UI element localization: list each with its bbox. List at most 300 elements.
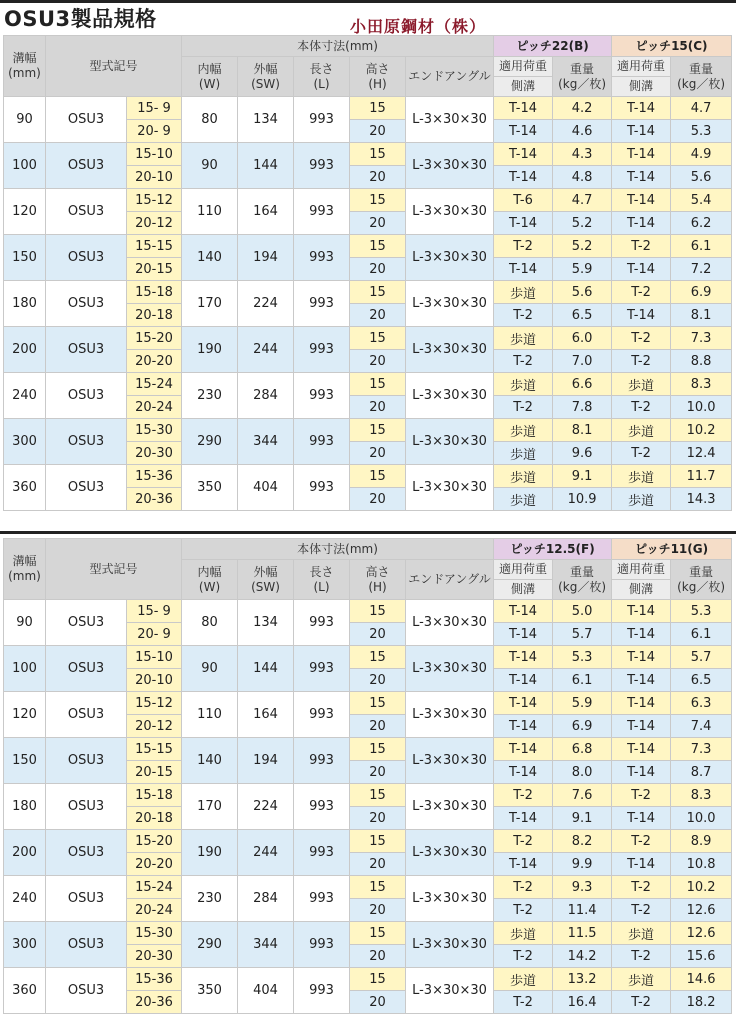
- load-rating: T-14: [494, 761, 553, 784]
- height: 20: [350, 807, 406, 830]
- weight: 6.8: [553, 738, 612, 761]
- channel-width: 240: [4, 373, 46, 419]
- model-code: 15-10: [127, 143, 182, 166]
- weight: 14.2: [553, 945, 612, 968]
- header-length-label: 長さ: [309, 564, 334, 579]
- weight: 10.9: [553, 488, 612, 511]
- model-type: OSU3: [46, 373, 127, 419]
- height: 15: [350, 922, 406, 945]
- weight: 7.3: [671, 327, 732, 350]
- model-type: OSU3: [46, 784, 127, 830]
- weight: 7.3: [671, 738, 732, 761]
- length: 993: [294, 922, 350, 968]
- height: 20: [350, 488, 406, 511]
- header-weight-a-sub: (kg／枚): [558, 76, 607, 91]
- height: 20: [350, 350, 406, 373]
- weight: 12.4: [671, 442, 732, 465]
- header-inner-width-label: 内幅: [197, 564, 222, 579]
- end-angle: L-3×30×30: [406, 281, 494, 327]
- model-code: 15-15: [127, 235, 182, 258]
- height: 15: [350, 327, 406, 350]
- header-outer-width: [238, 57, 294, 97]
- load-rating: 歩道: [494, 419, 553, 442]
- weight: 4.2: [553, 97, 612, 120]
- channel-width: 120: [4, 692, 46, 738]
- length: 993: [294, 784, 350, 830]
- model-type: OSU3: [46, 830, 127, 876]
- channel-width: 150: [4, 235, 46, 281]
- model-type: OSU3: [46, 922, 127, 968]
- load-rating: T-14: [494, 120, 553, 143]
- channel-width: 200: [4, 327, 46, 373]
- load-rating: T-14: [494, 853, 553, 876]
- model-type: OSU3: [46, 738, 127, 784]
- load-rating: T-14: [612, 600, 671, 623]
- weight: 10.2: [671, 419, 732, 442]
- model-code: 15-18: [127, 281, 182, 304]
- inner-width: 290: [182, 922, 238, 968]
- weight: 8.2: [553, 830, 612, 853]
- load-rating: 歩道: [494, 968, 553, 991]
- header-outer-width-label: 外幅: [253, 564, 278, 579]
- load-rating: T-14: [494, 692, 553, 715]
- header-load-a: 適用荷重: [494, 57, 553, 77]
- header-weight-b-sub: (kg／枚): [677, 579, 726, 594]
- table-header: [4, 539, 732, 600]
- model-code: 15-12: [127, 189, 182, 212]
- load-rating: T-2: [494, 396, 553, 419]
- weight: 6.2: [671, 212, 732, 235]
- load-rating: T-2: [612, 350, 671, 373]
- header-end-angle: エンドアングル: [406, 560, 494, 600]
- header-pitch-b: ピッチ15(C): [612, 36, 732, 57]
- end-angle: L-3×30×30: [406, 189, 494, 235]
- table-row: [4, 235, 732, 258]
- height: 20: [350, 991, 406, 1014]
- model-type: OSU3: [46, 692, 127, 738]
- table-row: [4, 143, 732, 166]
- height: 15: [350, 738, 406, 761]
- header-channel-width-label: 溝幅: [12, 51, 37, 65]
- model-code: 20-30: [127, 442, 182, 465]
- model-code: 20- 9: [127, 623, 182, 646]
- weight: 11.5: [553, 922, 612, 945]
- end-angle: L-3×30×30: [406, 830, 494, 876]
- model-type: OSU3: [46, 235, 127, 281]
- outer-width: 284: [238, 373, 294, 419]
- table-header: [4, 36, 732, 97]
- end-angle: L-3×30×30: [406, 600, 494, 646]
- load-rating: T-2: [494, 876, 553, 899]
- height: 15: [350, 692, 406, 715]
- table-row: [4, 281, 732, 304]
- model-code: 20-15: [127, 258, 182, 281]
- weight: 18.2: [671, 991, 732, 1014]
- load-rating: T-14: [612, 692, 671, 715]
- inner-width: 80: [182, 97, 238, 143]
- header-height-sub: (H): [368, 579, 387, 594]
- weight: 7.0: [553, 350, 612, 373]
- load-rating: 歩道: [494, 488, 553, 511]
- outer-width: 134: [238, 97, 294, 143]
- channel-width: 240: [4, 876, 46, 922]
- weight: 9.3: [553, 876, 612, 899]
- weight: 7.2: [671, 258, 732, 281]
- channel-width: 300: [4, 922, 46, 968]
- top-rule: [0, 0, 736, 3]
- model-code: 20-36: [127, 488, 182, 511]
- end-angle: L-3×30×30: [406, 968, 494, 1014]
- weight: 5.7: [553, 623, 612, 646]
- header-model: 型式記号: [46, 539, 182, 600]
- model-code: 20- 9: [127, 120, 182, 143]
- length: 993: [294, 876, 350, 922]
- outer-width: 244: [238, 327, 294, 373]
- weight: 9.6: [553, 442, 612, 465]
- weight: 8.9: [671, 830, 732, 853]
- weight: 5.0: [553, 600, 612, 623]
- model-code: 15-10: [127, 646, 182, 669]
- header-weight-b-label: 重量: [689, 564, 714, 579]
- spec-table-1: [3, 35, 732, 511]
- load-rating: T-6: [494, 189, 553, 212]
- weight: 6.9: [671, 281, 732, 304]
- weight: 6.1: [671, 623, 732, 646]
- height: 15: [350, 281, 406, 304]
- load-rating: 歩道: [494, 922, 553, 945]
- height: 20: [350, 853, 406, 876]
- model-code: 15-30: [127, 419, 182, 442]
- weight: 6.9: [553, 715, 612, 738]
- weight: 14.3: [671, 488, 732, 511]
- end-angle: L-3×30×30: [406, 327, 494, 373]
- header-weight-a: [553, 560, 612, 600]
- load-rating: T-2: [612, 281, 671, 304]
- height: 20: [350, 899, 406, 922]
- load-rating: T-2: [612, 235, 671, 258]
- height: 20: [350, 623, 406, 646]
- header-outer-width: [238, 560, 294, 600]
- header-length-sub: (L): [313, 76, 330, 91]
- inner-width: 140: [182, 235, 238, 281]
- outer-width: 244: [238, 830, 294, 876]
- load-rating: T-14: [494, 715, 553, 738]
- weight: 5.9: [553, 258, 612, 281]
- weight: 9.9: [553, 853, 612, 876]
- outer-width: 404: [238, 465, 294, 511]
- load-rating: T-14: [494, 623, 553, 646]
- height: 15: [350, 419, 406, 442]
- model-code: 20-30: [127, 945, 182, 968]
- load-rating: T-14: [494, 258, 553, 281]
- load-rating: T-14: [612, 166, 671, 189]
- end-angle: L-3×30×30: [406, 738, 494, 784]
- weight: 7.4: [671, 715, 732, 738]
- weight: 10.2: [671, 876, 732, 899]
- model-code: 20-10: [127, 166, 182, 189]
- height: 20: [350, 761, 406, 784]
- load-rating: T-2: [494, 784, 553, 807]
- model-code: 15-18: [127, 784, 182, 807]
- end-angle: L-3×30×30: [406, 646, 494, 692]
- weight: 6.0: [553, 327, 612, 350]
- end-angle: L-3×30×30: [406, 97, 494, 143]
- height: 20: [350, 945, 406, 968]
- model-type: OSU3: [46, 97, 127, 143]
- weight: 4.7: [553, 189, 612, 212]
- inner-width: 190: [182, 830, 238, 876]
- length: 993: [294, 968, 350, 1014]
- company-name: 小田原鋼材（株）: [350, 17, 487, 36]
- weight: 8.0: [553, 761, 612, 784]
- channel-width: 300: [4, 419, 46, 465]
- load-rating: T-14: [612, 189, 671, 212]
- load-rating: T-2: [612, 876, 671, 899]
- length: 993: [294, 97, 350, 143]
- load-rating: T-14: [612, 853, 671, 876]
- model-code: 20-20: [127, 853, 182, 876]
- header-channel-width: [4, 539, 46, 600]
- height: 15: [350, 235, 406, 258]
- load-rating: T-14: [494, 807, 553, 830]
- header-inner-width-label: 内幅: [197, 61, 222, 76]
- height: 20: [350, 120, 406, 143]
- length: 993: [294, 830, 350, 876]
- header-load-b: 適用荷重: [612, 57, 671, 77]
- weight: 12.6: [671, 899, 732, 922]
- weight: 11.7: [671, 465, 732, 488]
- model-code: 20-10: [127, 669, 182, 692]
- load-rating: T-14: [612, 646, 671, 669]
- weight: 7.6: [553, 784, 612, 807]
- length: 993: [294, 327, 350, 373]
- weight: 4.3: [553, 143, 612, 166]
- model-code: 15- 9: [127, 97, 182, 120]
- weight: 5.6: [671, 166, 732, 189]
- height: 20: [350, 166, 406, 189]
- load-rating: T-14: [612, 761, 671, 784]
- model-code: 15-36: [127, 968, 182, 991]
- header-length-label: 長さ: [309, 61, 334, 76]
- height: 15: [350, 143, 406, 166]
- header-weight-b: [671, 57, 732, 97]
- table-row: [4, 968, 732, 991]
- length: 993: [294, 600, 350, 646]
- inner-width: 140: [182, 738, 238, 784]
- outer-width: 284: [238, 876, 294, 922]
- table-row: [4, 373, 732, 396]
- weight: 5.9: [553, 692, 612, 715]
- length: 993: [294, 235, 350, 281]
- weight: 15.6: [671, 945, 732, 968]
- load-rating: T-14: [612, 623, 671, 646]
- channel-width: 100: [4, 143, 46, 189]
- height: 15: [350, 189, 406, 212]
- load-rating: T-2: [612, 327, 671, 350]
- header-end-angle: エンドアングル: [406, 57, 494, 97]
- channel-width: 200: [4, 830, 46, 876]
- outer-width: 144: [238, 143, 294, 189]
- weight: 5.3: [553, 646, 612, 669]
- height: 20: [350, 715, 406, 738]
- model-code: 20-18: [127, 304, 182, 327]
- height: 15: [350, 373, 406, 396]
- outer-width: 164: [238, 692, 294, 738]
- load-rating: T-2: [494, 350, 553, 373]
- model-code: 15-24: [127, 373, 182, 396]
- header-outer-width-label: 外幅: [253, 61, 278, 76]
- load-rating: T-2: [612, 945, 671, 968]
- header-height-sub: (H): [368, 76, 387, 91]
- weight: 7.8: [553, 396, 612, 419]
- weight: 9.1: [553, 807, 612, 830]
- header-side-b: 側溝: [612, 77, 671, 97]
- height: 20: [350, 396, 406, 419]
- model-code: 15- 9: [127, 600, 182, 623]
- load-rating: T-14: [612, 669, 671, 692]
- load-rating: 歩道: [612, 419, 671, 442]
- length: 993: [294, 281, 350, 327]
- height: 20: [350, 669, 406, 692]
- load-rating: T-14: [612, 120, 671, 143]
- load-rating: 歩道: [612, 465, 671, 488]
- model-code: 15-24: [127, 876, 182, 899]
- weight: 4.9: [671, 143, 732, 166]
- weight: 5.2: [553, 212, 612, 235]
- weight: 8.7: [671, 761, 732, 784]
- header-load-b: 適用荷重: [612, 560, 671, 580]
- inner-width: 190: [182, 327, 238, 373]
- outer-width: 404: [238, 968, 294, 1014]
- weight: 11.4: [553, 899, 612, 922]
- weight: 8.8: [671, 350, 732, 373]
- length: 993: [294, 465, 350, 511]
- model-type: OSU3: [46, 876, 127, 922]
- header-body-dims: 本体寸法(mm): [182, 539, 494, 560]
- weight: 5.2: [553, 235, 612, 258]
- model-code: 15-30: [127, 922, 182, 945]
- weight: 13.2: [553, 968, 612, 991]
- header-model: 型式記号: [46, 36, 182, 97]
- page-title: OSU3製品規格: [4, 7, 157, 31]
- weight: 5.3: [671, 120, 732, 143]
- load-rating: T-2: [494, 945, 553, 968]
- weight: 10.0: [671, 807, 732, 830]
- model-code: 20-20: [127, 350, 182, 373]
- channel-width: 360: [4, 465, 46, 511]
- load-rating: T-14: [494, 166, 553, 189]
- load-rating: T-14: [612, 258, 671, 281]
- end-angle: L-3×30×30: [406, 465, 494, 511]
- header-channel-width-sub: (mm): [8, 66, 41, 80]
- load-rating: T-14: [494, 669, 553, 692]
- load-rating: T-2: [612, 396, 671, 419]
- model-code: 20-15: [127, 761, 182, 784]
- load-rating: T-2: [612, 899, 671, 922]
- table-body: [4, 97, 732, 511]
- table-row: [4, 876, 732, 899]
- weight: 12.6: [671, 922, 732, 945]
- model-type: OSU3: [46, 281, 127, 327]
- inner-width: 110: [182, 692, 238, 738]
- load-rating: T-2: [494, 304, 553, 327]
- length: 993: [294, 646, 350, 692]
- table-row: [4, 327, 732, 350]
- length: 993: [294, 373, 350, 419]
- outer-width: 344: [238, 922, 294, 968]
- inner-width: 110: [182, 189, 238, 235]
- channel-width: 90: [4, 600, 46, 646]
- end-angle: L-3×30×30: [406, 922, 494, 968]
- header-weight-a-label: 重量: [570, 61, 595, 76]
- model-code: 15-36: [127, 465, 182, 488]
- weight: 10.0: [671, 396, 732, 419]
- header-height: [350, 560, 406, 600]
- inner-width: 230: [182, 373, 238, 419]
- model-code: 20-12: [127, 212, 182, 235]
- table-row: [4, 97, 732, 120]
- load-rating: T-14: [612, 304, 671, 327]
- table-row: [4, 189, 732, 212]
- load-rating: T-2: [612, 991, 671, 1014]
- header-outer-width-sub: (SW): [251, 76, 280, 91]
- model-code: 15-15: [127, 738, 182, 761]
- inner-width: 230: [182, 876, 238, 922]
- header-outer-width-sub: (SW): [251, 579, 280, 594]
- height: 15: [350, 784, 406, 807]
- header-channel-width: [4, 36, 46, 97]
- load-rating: 歩道: [494, 327, 553, 350]
- length: 993: [294, 189, 350, 235]
- header-weight-b: [671, 560, 732, 600]
- table-row: [4, 419, 732, 442]
- load-rating: 歩道: [612, 922, 671, 945]
- model-type: OSU3: [46, 419, 127, 465]
- table-row: [4, 922, 732, 945]
- inner-width: 90: [182, 143, 238, 189]
- length: 993: [294, 143, 350, 189]
- inner-width: 90: [182, 646, 238, 692]
- weight: 5.7: [671, 646, 732, 669]
- header-length: [294, 560, 350, 600]
- end-angle: L-3×30×30: [406, 419, 494, 465]
- model-type: OSU3: [46, 327, 127, 373]
- height: 15: [350, 600, 406, 623]
- weight: 9.1: [553, 465, 612, 488]
- end-angle: L-3×30×30: [406, 784, 494, 830]
- inner-width: 170: [182, 784, 238, 830]
- header-height-label: 高さ: [365, 564, 390, 579]
- channel-width: 360: [4, 968, 46, 1014]
- weight: 4.7: [671, 97, 732, 120]
- model-type: OSU3: [46, 465, 127, 511]
- header-channel-width-sub: (mm): [8, 569, 41, 583]
- outer-width: 224: [238, 784, 294, 830]
- weight: 5.6: [553, 281, 612, 304]
- load-rating: T-2: [494, 830, 553, 853]
- end-angle: L-3×30×30: [406, 876, 494, 922]
- table-row: [4, 600, 732, 623]
- load-rating: T-14: [612, 807, 671, 830]
- model-code: 20-24: [127, 899, 182, 922]
- weight: 4.6: [553, 120, 612, 143]
- header-inner-width-sub: (W): [198, 76, 221, 91]
- load-rating: T-14: [494, 97, 553, 120]
- header-height-label: 高さ: [365, 61, 390, 76]
- weight: 5.3: [671, 600, 732, 623]
- model-code: 15-12: [127, 692, 182, 715]
- header-pitch-a: ピッチ22(B): [494, 36, 612, 57]
